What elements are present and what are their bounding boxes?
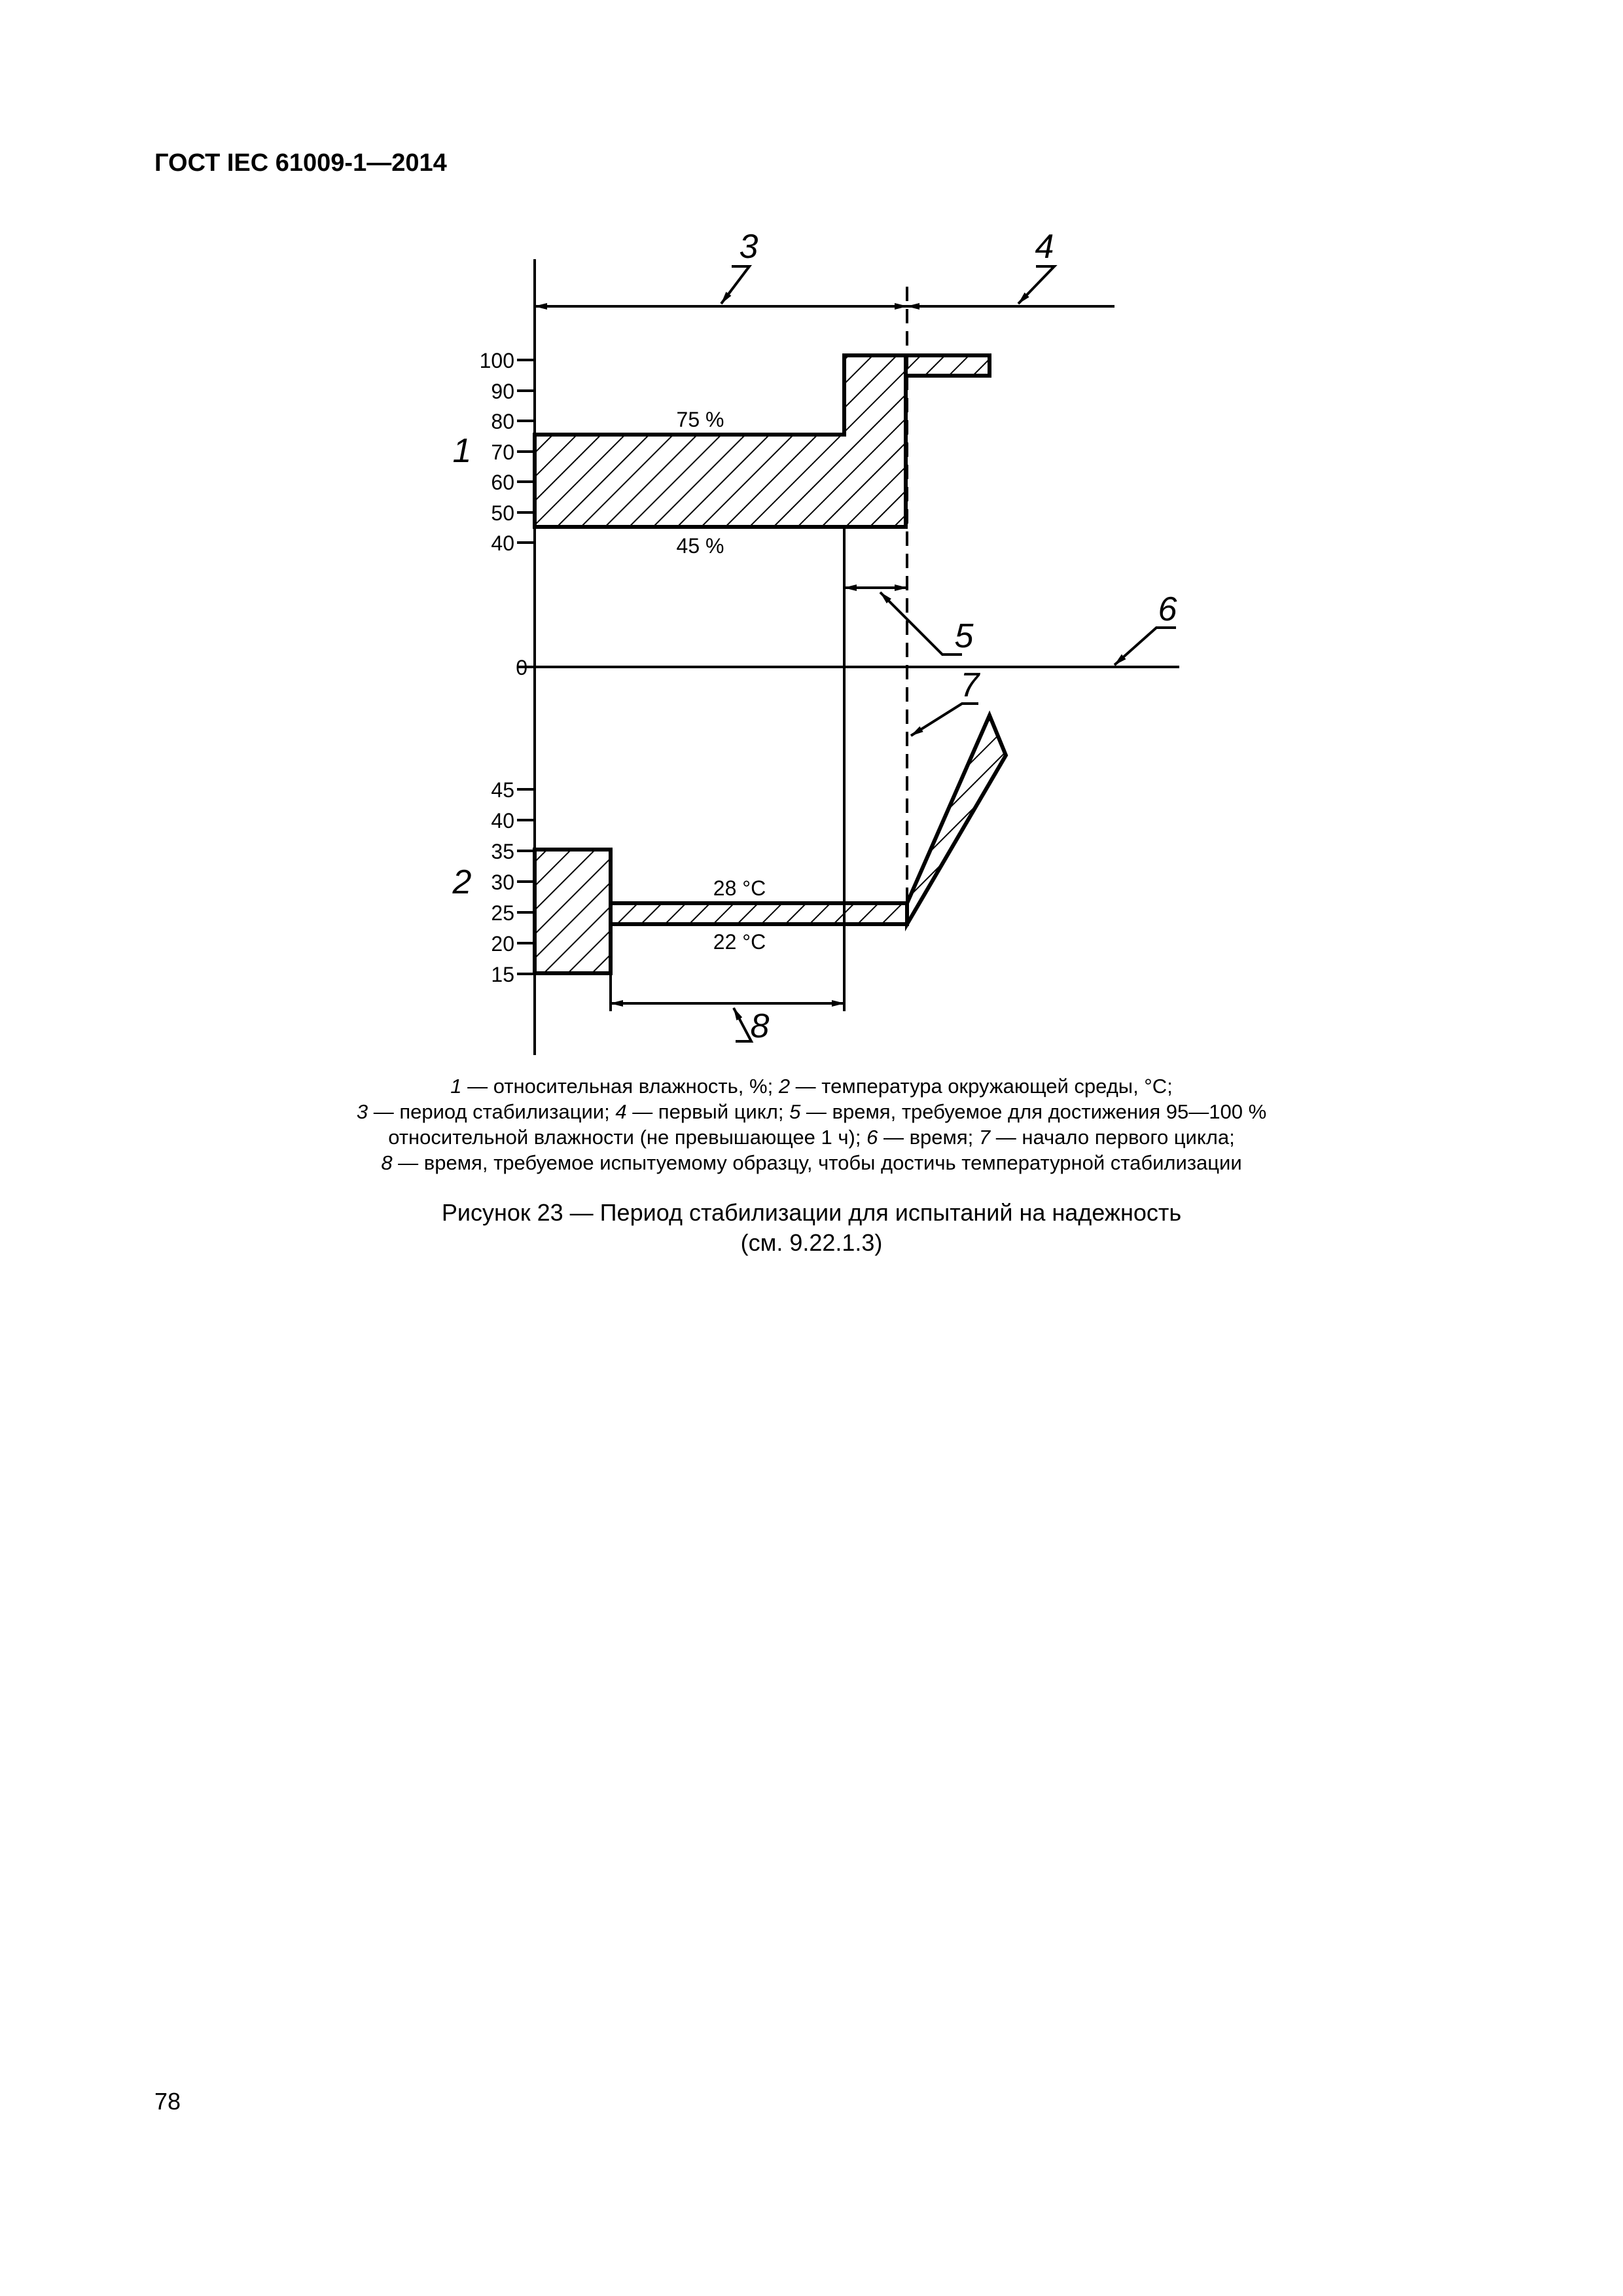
callout-3-leader bbox=[721, 266, 749, 304]
callout-5-leader bbox=[880, 592, 962, 655]
temperature-tick-label: 30 bbox=[491, 870, 514, 894]
temperature-tick-label: 45 bbox=[491, 778, 514, 802]
temperature-ramp bbox=[907, 715, 1006, 924]
temperature-band bbox=[611, 903, 907, 924]
temperature-upper-label: 28 °C bbox=[713, 876, 766, 900]
humidity-tick-label: 60 bbox=[491, 471, 514, 494]
callout-2: 2 bbox=[452, 863, 472, 901]
callout-7-leader bbox=[911, 704, 978, 736]
document-header: ГОСТ IEC 61009-1—2014 bbox=[154, 149, 447, 177]
humidity-tick-label: 90 bbox=[491, 380, 514, 403]
humidity-tick-label: 50 bbox=[491, 501, 514, 525]
caption-title: Рисунок 23 — Период стабилизации для испытаний на надежность bbox=[441, 1199, 1182, 1226]
callout-5: 5 bbox=[954, 617, 974, 655]
callout-6: 6 bbox=[1158, 590, 1177, 628]
humidity-upper-label: 75 % bbox=[676, 408, 724, 431]
legend-line: 3 — период стабилизации; 4 — первый цикл; 5 — время, требуемое для достижения 95—100 % bbox=[356, 1100, 1267, 1123]
temperature-tick-label: 40 bbox=[491, 809, 514, 833]
temperature-tick-label: 35 bbox=[491, 840, 514, 863]
legend-line: относительной влажности (не превышающее 1 ч); 6 — время; 7 — начало первого цикла; bbox=[388, 1126, 1235, 1149]
callout-7: 7 bbox=[960, 666, 980, 704]
zero-tick-label: 0 bbox=[516, 656, 527, 679]
callout-6-leader bbox=[1115, 628, 1176, 665]
humidity-tick-marks bbox=[517, 360, 535, 667]
legend-line: 1 — относительная влажность, %; 2 — температура окружающей среды, °C; bbox=[450, 1075, 1173, 1098]
humidity-tick-label: 40 bbox=[491, 531, 514, 555]
callout-3: 3 bbox=[739, 228, 758, 266]
humidity-tick-label: 70 bbox=[491, 440, 514, 464]
figure-caption bbox=[196, 1198, 1427, 1258]
callout-8: 8 bbox=[750, 1007, 770, 1045]
temperature-initial-block bbox=[535, 850, 611, 973]
humidity-lower-label: 45 % bbox=[676, 534, 724, 558]
callout-8-leader bbox=[734, 1008, 751, 1041]
humidity-band bbox=[535, 355, 906, 527]
temperature-tick-label: 25 bbox=[491, 901, 514, 925]
humidity-tick-label: 80 bbox=[491, 410, 514, 433]
temperature-tick-marks bbox=[517, 789, 535, 974]
figure-legend bbox=[196, 1073, 1427, 1175]
temperature-tick-label: 15 bbox=[491, 963, 514, 986]
callout-4: 4 bbox=[1035, 228, 1054, 266]
callout-1: 1 bbox=[452, 432, 472, 470]
callout-4-leader bbox=[1018, 266, 1054, 304]
caption-reference: (см. 9.22.1.3) bbox=[740, 1229, 883, 1256]
temperature-lower-label: 22 °C bbox=[713, 930, 766, 954]
page-number: 78 bbox=[154, 2088, 181, 2115]
temperature-tick-label: 20 bbox=[491, 932, 514, 956]
humidity-tick-label: 100 bbox=[479, 349, 514, 372]
legend-line: 8 — время, требуемое испытуемому образцу, чтобы достичь температурной стабилизации bbox=[381, 1151, 1242, 1174]
humidity-continuation-band bbox=[906, 355, 990, 376]
